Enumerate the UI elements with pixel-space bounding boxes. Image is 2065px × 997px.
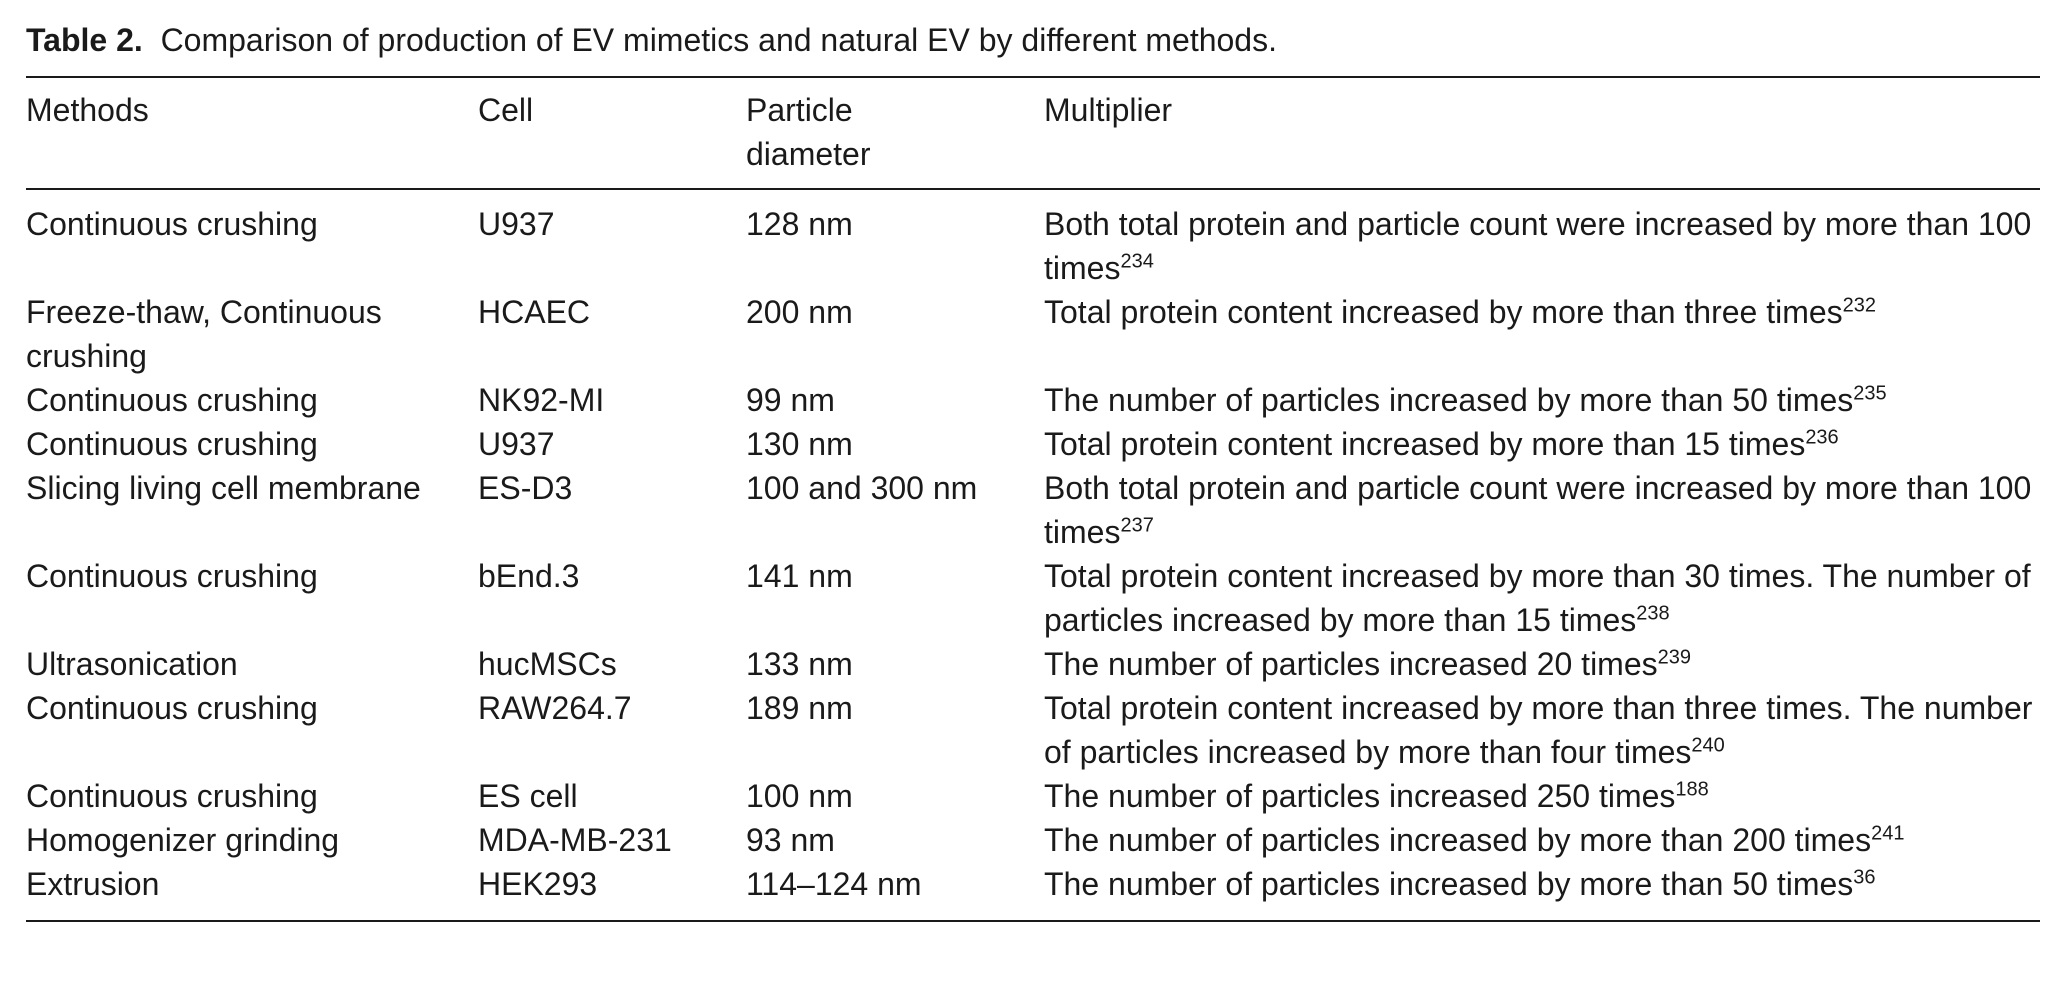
table-row (26, 290, 2040, 378)
cell-type-cell: HCAEC (478, 294, 591, 330)
diameter-cell: 114–124 nm (746, 866, 922, 902)
cell-type-cell: ES cell (478, 778, 578, 814)
table-row (26, 466, 2040, 554)
diameter-cell: 100 nm (746, 778, 853, 814)
method-cell: Continuous crushing (26, 206, 318, 242)
reference-number: 36 (1853, 866, 1876, 889)
multiplier-cell (1044, 818, 2040, 862)
multiplier-text: The number of particles increased 20 times (1044, 646, 1658, 682)
reference-number: 241 (1871, 822, 1905, 845)
table-row (26, 686, 2040, 774)
multiplier-text: The number of particles increased by more than 50 times (1044, 382, 1854, 418)
method-cell: Extrusion (26, 866, 160, 902)
diameter-cell: 133 nm (746, 646, 853, 682)
method-cell: Continuous crushing (26, 778, 318, 814)
multiplier-text: The number of particles increased by more than 200 times (1044, 822, 1872, 858)
header-methods: Methods (26, 92, 149, 128)
diameter-cell: 130 nm (746, 426, 853, 462)
cell-type-cell: RAW264.7 (478, 690, 632, 726)
diameter-cell: 200 nm (746, 294, 853, 330)
table-row (26, 554, 2040, 642)
multiplier-text: Total protein content increased by more than 30 times. The number of particles increased by more than 15 times (1044, 558, 2031, 638)
header-particle-diameter: Particle diameter (746, 92, 871, 172)
data-table (26, 76, 2040, 922)
header-cell: Cell (478, 92, 534, 128)
method-cell: Continuous crushing (26, 690, 318, 726)
multiplier-cell (1044, 466, 2040, 554)
reference-number: 236 (1805, 426, 1839, 449)
multiplier-cell (1044, 422, 2040, 466)
multiplier-cell (1044, 290, 2040, 378)
reference-number: 237 (1120, 514, 1154, 537)
reference-number: 234 (1120, 250, 1154, 273)
reference-number: 240 (1691, 734, 1725, 757)
multiplier-text: Both total protein and particle count were increased by more than 100 times (1044, 206, 2032, 286)
multiplier-cell (1044, 642, 2040, 686)
multiplier-text: Total protein content increased by more than three times. The number of particles increased by more than four times (1044, 690, 2033, 770)
multiplier-cell (1044, 189, 2040, 290)
multiplier-text: The number of particles increased 250 times (1044, 778, 1676, 814)
table-row (26, 862, 2040, 921)
method-cell: Homogenizer grinding (26, 822, 340, 858)
table-row (26, 378, 2040, 422)
table-container (26, 14, 2040, 922)
method-cell: Slicing living cell membrane (26, 470, 421, 506)
multiplier-cell (1044, 686, 2040, 774)
reference-number: 238 (1636, 602, 1670, 625)
multiplier-cell (1044, 862, 2040, 921)
method-cell: Ultrasonication (26, 646, 238, 682)
diameter-cell: 99 nm (746, 382, 835, 418)
table-row (26, 189, 2040, 290)
cell-type-cell: bEnd.3 (478, 558, 580, 594)
cell-type-cell: U937 (478, 426, 555, 462)
cell-type-cell: U937 (478, 206, 555, 242)
reference-number: 188 (1675, 778, 1709, 801)
table-row (26, 774, 2040, 818)
multiplier-cell (1044, 554, 2040, 642)
multiplier-text: Total protein content increased by more than three times (1044, 294, 1843, 330)
table-label: Table 2. (26, 22, 143, 58)
reference-number: 232 (1842, 294, 1877, 317)
table-row (26, 422, 2040, 466)
cell-type-cell: HEK293 (478, 866, 598, 902)
multiplier-text: The number of particles increased by more than 50 times (1044, 866, 1854, 902)
diameter-cell: 93 nm (746, 822, 835, 858)
method-cell: Freeze-thaw, Continuous crushing (26, 294, 382, 374)
multiplier-cell (1044, 774, 2040, 818)
diameter-cell: 100 and 300 nm (746, 470, 978, 506)
table-row (26, 642, 2040, 686)
table-title: Comparison of production of EV mimetics and natural EV by different methods. (160, 22, 1277, 58)
method-cell: Continuous crushing (26, 426, 318, 462)
cell-type-cell: ES-D3 (478, 470, 573, 506)
method-cell: Continuous crushing (26, 382, 318, 418)
reference-number: 239 (1657, 646, 1691, 669)
reference-number: 235 (1853, 382, 1887, 405)
diameter-cell: 189 nm (746, 690, 853, 726)
multiplier-text: Both total protein and particle count were increased by more than 100 times (1044, 470, 2032, 550)
table-body (26, 189, 2040, 921)
table-row (26, 818, 2040, 862)
diameter-cell: 128 nm (746, 206, 853, 242)
multiplier-cell (1044, 378, 2040, 422)
header-multiplier: Multiplier (1044, 92, 1173, 128)
cell-type-cell: NK92-MI (478, 382, 605, 418)
diameter-cell: 141 nm (746, 558, 853, 594)
table-caption (26, 14, 2040, 66)
header-row (26, 77, 2040, 189)
method-cell: Continuous crushing (26, 558, 318, 594)
multiplier-text: Total protein content increased by more than 15 times (1044, 426, 1806, 462)
cell-type-cell: MDA-MB-231 (478, 822, 672, 858)
cell-type-cell: hucMSCs (478, 646, 617, 682)
